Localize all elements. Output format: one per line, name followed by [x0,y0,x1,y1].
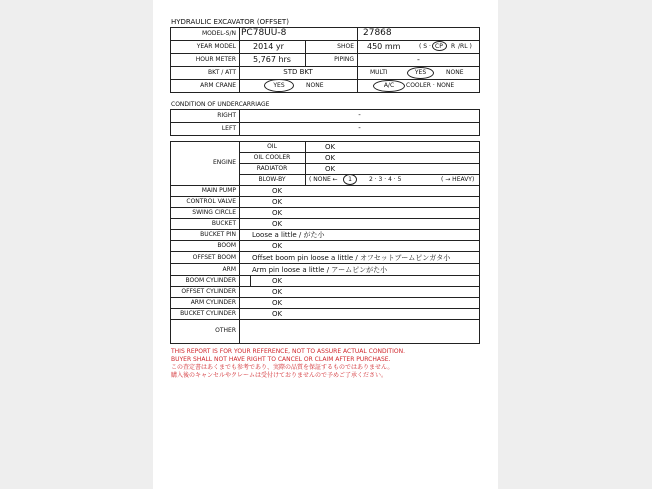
component-value: OK [272,198,283,206]
component-label: OFFSET BOOM [192,254,236,261]
model-label: MODEL-S/N [201,30,236,37]
shoe-value: 450 mm [367,42,401,51]
component-value: OK [272,288,283,296]
component-value: OK [272,242,283,250]
report-title: HYDRAULIC EXCAVATOR (OFFSET) [171,18,289,26]
component-value: Loose a little / がた小 [252,231,325,239]
component-value: OK [272,299,283,307]
component-value: OK [272,220,283,228]
hour-value: 5,767 hrs [253,55,291,64]
component-label: ARM [222,266,236,273]
engine-oil-cooler-label: OIL COOLER [253,154,291,161]
component-value: OK [272,187,283,195]
disclaimer-line: この査定書はあくまでも参考であり、実際の品質を保証するものではありません。 [171,364,394,371]
shoe-option-rl: /RL ) [458,43,472,50]
component-label: BUCKET PIN [200,231,236,238]
component-value: Offset boom pin loose a little / オフセットブームピンガタ小 [252,254,451,262]
piping-label: PIPING [334,56,354,63]
shoe-label: SHOE [337,43,354,50]
other-label: OTHER [215,327,236,334]
left-value: - [358,124,361,132]
engine-radiator-label: RADIATOR [256,165,288,172]
component-label: OFFSET CYLINDER [181,288,236,295]
arm-crane-label: ARM CRANE [200,82,236,89]
component-value: OK [272,209,283,217]
shoe-option-r: R [451,43,456,50]
multi-yes: YES [414,69,427,76]
arm-crane-yes: YES [273,82,285,89]
blowby-selected-value: 1 [348,176,352,183]
component-label: BOOM CYLINDER [185,277,236,284]
component-value: OK [272,310,283,318]
disclaimer-line: 購入後のキャンセルやクレームは受付けておりませんので予めご了承ください。 [171,372,388,379]
shoe-option-s: ( S [419,43,428,50]
blowby-scale-right: ( → HEAVY) [441,176,475,183]
undercarriage-title: CONDITION OF UNDERCARRIAGE [171,101,270,108]
engine-oil-cooler-value: OK [325,154,336,162]
right-label: RIGHT [217,112,236,119]
component-value: OK [272,277,283,285]
shoe-option-cp: CP [435,43,443,50]
component-label: BOOM [217,242,236,249]
disclaimer-line: BUYER SHALL NOT HAVE RIGHT TO CANCEL OR CLAIM AFTER PURCHASE. [171,356,391,363]
model-value: PC78UU-8 [241,28,287,38]
component-label: MAIN PUMP [201,187,236,194]
engine-oil-label: OIL [267,143,277,150]
blowby-scale-rest: 2 · 3 · 4 · 5 [369,176,402,183]
shoe-option-dot: · [429,43,431,50]
engine-blowby-label: BLOW-BY [258,176,286,183]
year-label: YEAR MODEL [196,43,236,50]
left-label: LEFT [221,125,236,132]
hour-label: HOUR METER [195,56,236,63]
serial-number: 27868 [363,28,392,38]
multi-label: MULTI [370,69,388,76]
piping-value: - [417,55,420,64]
component-label: ARM CYLINDER [190,299,236,306]
year-value: 2014 yr [253,42,284,51]
ac-label: A/C [383,82,395,89]
bkt-value: STD BKT [283,68,313,76]
right-value: - [358,111,361,119]
disclaimer-line: THIS REPORT IS FOR YOUR REFERENCE, NOT TO ASSURE ACTUAL CONDITION. [171,348,405,355]
component-label: SWING CIRCLE [192,209,236,216]
multi-none: NONE [446,69,464,76]
cooler-text: COOLER · NONE [406,82,455,89]
arm-crane-none: NONE [306,82,324,89]
component-value: Arm pin loose a little / アームピンがた小 [252,266,388,274]
component-label: BUCKET [211,220,236,227]
inspection-sheet [153,0,498,489]
engine-radiator-value: OK [325,165,336,173]
component-label: CONTROL VALVE [186,198,236,205]
blowby-scale-left: ( NONE ← [309,176,338,183]
bkt-label: BKT / ATT [208,69,236,76]
engine-label: ENGINE [213,159,236,166]
engine-oil-value: OK [325,143,336,151]
component-label: BUCKET CYLINDER [180,310,236,317]
